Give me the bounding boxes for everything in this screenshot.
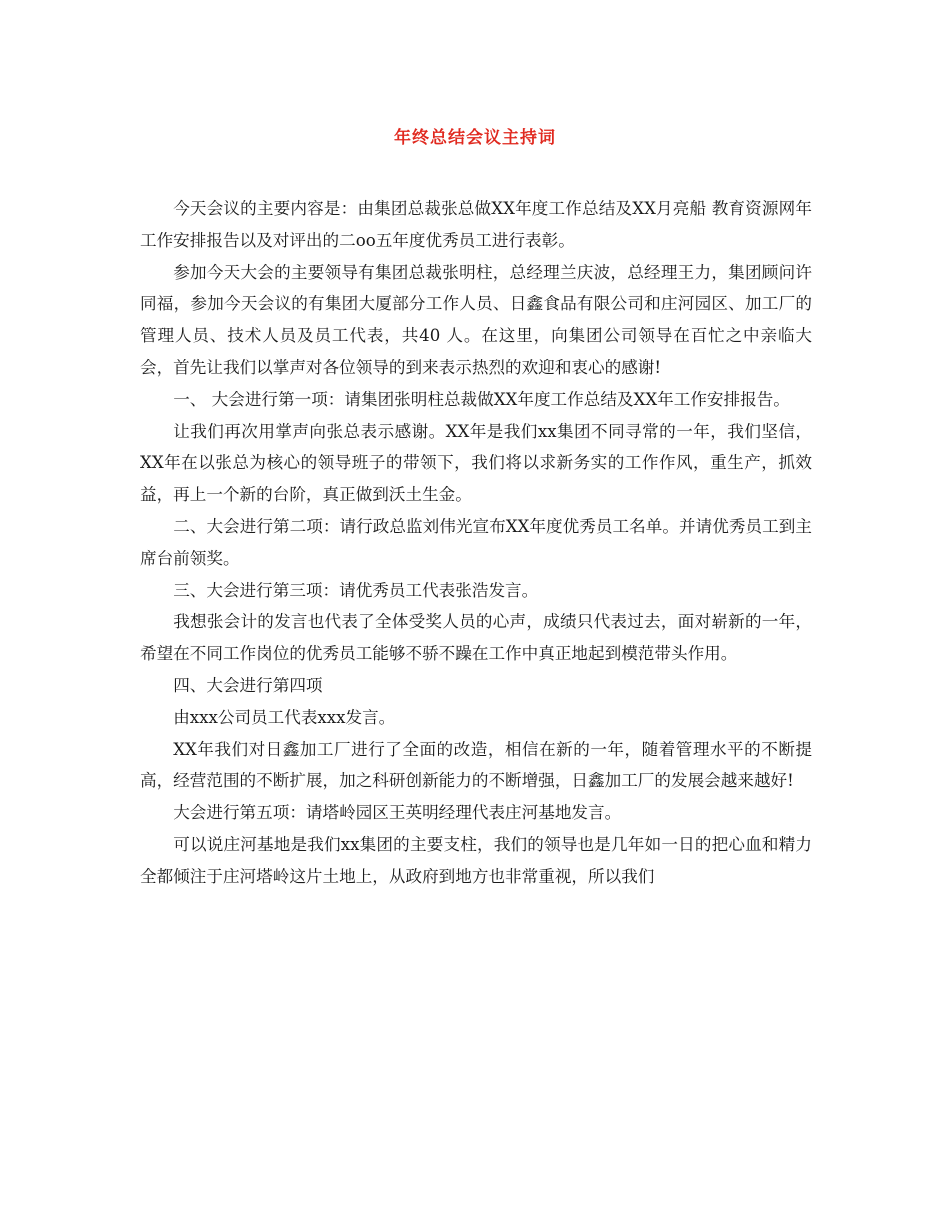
paragraph-8: 四、大会进行第四项 [173, 675, 323, 695]
paragraph-4: 让我们再次用掌声向张总表示感谢。XX年是我们xx集团不同寻常的一年，我们坚信，XX年在以张总为核心的领导班子的带领下，我们将以求新务实的工作作风，重生产，抓效益，再上一个新的台阶，真正做到沃土生金。 [140, 421, 812, 505]
paragraph-7: 我想张会计的发言也代表了全体受奖人员的心声，成绩只代表过去，面对崭新的一年，希望在不同工作岗位的优秀员工能够不骄不躁在工作中真正地起到模范带头作用。 [140, 612, 812, 664]
paragraph-2: 参加今天大会的主要领导有集团总裁张明柱，总经理兰庆波，总经理王力，集团顾问许同福，参加今天会议的有集团大厦部分工作人员、日鑫食品有限公司和庄河园区、加工厂的管理人员、技术人员及员工代表，共40 人。在这里，向集团公司领导在百忙之中亲临大会，首先让我们以掌声对各位领导的到来表示热烈的欢迎和衷心的感谢! [140, 262, 812, 377]
paragraph-11: 大会进行第五项：请塔岭园区王英明经理代表庄河基地发言。 [173, 803, 622, 823]
paragraph-5: 二、大会进行第二项：请行政总监刘伟光宣布XX年度优秀员工名单。并请优秀员工到主席台前领奖。 [140, 516, 812, 568]
paragraph-10: XX年我们对日鑫加工厂进行了全面的改造，相信在新的一年，随着管理水平的不断提高，经营范围的不断扩展，加之科研创新能力的不断增强，日鑫加工厂的发展会越来越好! [140, 739, 812, 791]
paragraph-6: 三、大会进行第三项：请优秀员工代表张浩发言。 [173, 580, 539, 600]
paragraph-3: 一、 大会进行第一项：请集团张明柱总裁做XX年度工作总结及XX年工作安排报告。 [173, 389, 790, 409]
paragraph-12: 可以说庄河基地是我们xx集团的主要支柱，我们的领导也是几年如一日的把心血和精力全都倾注于庄河塔岭这片土地上，从政府到地方也非常重视，所以我们 [140, 834, 812, 886]
paragraph-1: 今天会议的主要内容是：由集团总裁张总做XX年度工作总结及XX月亮船 教育资源网年工作安排报告以及对评出的二oo五年度优秀员工进行表彰。 [140, 199, 812, 250]
paragraph-9: 由xxx公司员工代表xxx发言。 [173, 707, 396, 727]
document-body [140, 193, 812, 893]
document-title: 年终总结会议主持词 [394, 128, 556, 148]
